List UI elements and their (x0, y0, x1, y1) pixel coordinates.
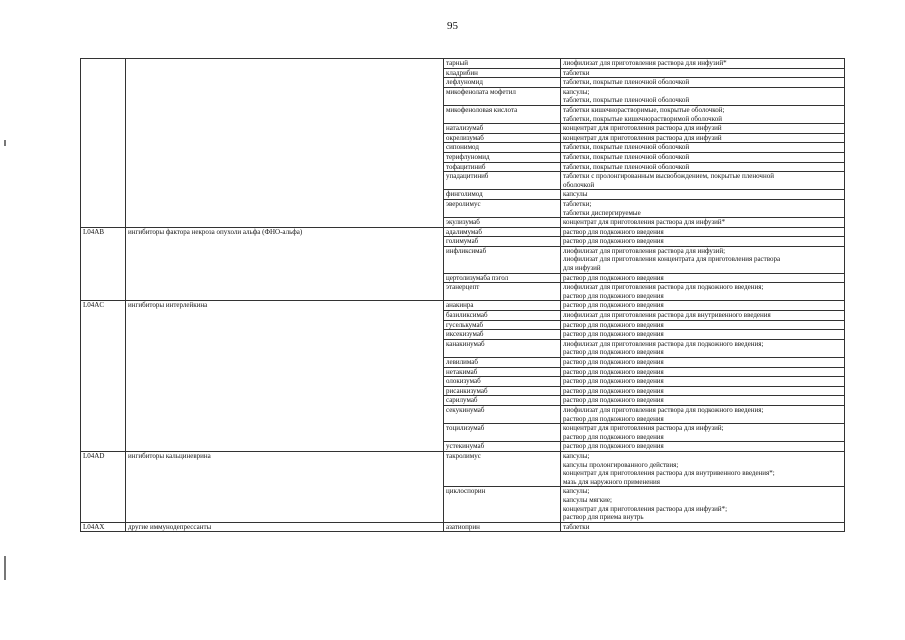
dosage-forms (561, 78, 845, 88)
dosage-form-line: раствор для подкожного введения (563, 291, 664, 300)
dosage-form-line: мазь для наружного применения (563, 477, 661, 486)
table-row (81, 59, 845, 69)
dosage-form-line: таблетки (563, 522, 590, 531)
dosage-form-line: таблетки, покрытые пленочной оболочкой (563, 162, 690, 171)
dosage-forms (561, 320, 845, 330)
dosage-forms (561, 59, 845, 69)
dosage-form-line: для инфузий (563, 264, 601, 273)
dosage-forms (561, 152, 845, 162)
drug-name: левилимаб (444, 358, 561, 368)
atc-code: L04AX (81, 522, 126, 532)
drug-name: устекинумаб (444, 442, 561, 452)
dosage-forms (561, 339, 845, 357)
dosage-forms (561, 487, 845, 522)
dosage-form-line: раствор для подкожного введения (563, 442, 664, 451)
drug-name: азатиоприн (444, 522, 561, 532)
drug-name: терифлуномид (444, 152, 561, 162)
dosage-forms (561, 358, 845, 368)
dosage-forms (561, 162, 845, 172)
dosage-form-line: таблетки кишечнорастворимые, покрытые оболочкой; (563, 105, 725, 114)
dosage-form-line: оболочкой (563, 180, 595, 189)
dosage-forms (561, 133, 845, 143)
table-row (81, 522, 845, 532)
drug-name: лефлуномид (444, 78, 561, 88)
dosage-forms (561, 68, 845, 78)
atc-code: L04AC (81, 301, 126, 452)
drug-name: тарный (444, 59, 561, 69)
dosage-form-line: концентрат для приготовления раствора для инфузий (563, 133, 722, 142)
dosage-forms (561, 273, 845, 283)
drug-name: финголимод (444, 190, 561, 200)
dosage-form-line: капсулы; (563, 451, 590, 460)
table-row (81, 451, 845, 486)
dosage-forms (561, 451, 845, 486)
dosage-forms (561, 87, 845, 105)
drug-name: анакинра (444, 301, 561, 311)
dosage-form-line: таблетки, покрытые пленочной оболочкой (563, 152, 690, 161)
dosage-form-line: раствор для подкожного введения (563, 348, 664, 357)
dosage-form-line: раствор для подкожного введения (563, 227, 664, 236)
dosage-form-line: таблетки, покрытые пленочной оболочкой (563, 143, 690, 152)
dosage-form-line: концентрат для приготовления раствора для инфузий*; (563, 504, 728, 513)
dosage-form-line: таблетки, покрытые пленочной оболочкой (563, 78, 690, 87)
dosage-forms (561, 311, 845, 321)
dosage-forms (561, 396, 845, 406)
dosage-forms (561, 218, 845, 228)
atc-code: L04AB (81, 227, 126, 301)
atc-group-name: другие иммунодепрессанты (126, 522, 444, 532)
margin-mark (4, 140, 6, 146)
dosage-form-line: капсулы пролонгированного действия; (563, 460, 679, 469)
drug-name: экулизумаб (444, 218, 561, 228)
dosage-form-line: раствор для подкожного введения (563, 273, 664, 282)
drug-name: натализумаб (444, 124, 561, 134)
drug-name: эверолимус (444, 199, 561, 217)
drug-table (80, 58, 845, 532)
dosage-form-line: лиофилизат для приготовления раствора для инфузий; (563, 246, 726, 255)
page-number: 95 (447, 20, 458, 32)
dosage-form-line: таблетки; (563, 199, 592, 208)
dosage-form-line: концентрат для приготовления раствора для инфузий (563, 124, 722, 133)
dosage-forms (561, 377, 845, 387)
drug-name: сарилумаб (444, 396, 561, 406)
drug-name: цертолизумаба пэгол (444, 273, 561, 283)
drug-name: микофеноловая кислота (444, 105, 561, 123)
dosage-form-line: раствор для подкожного введения (563, 377, 664, 386)
dosage-form-line: раствор для подкожного введения (563, 301, 664, 310)
dosage-form-line: лиофилизат для приготовления раствора для подкожного введения; (563, 405, 764, 414)
dosage-forms (561, 227, 845, 237)
dosage-form-line: концентрат для приготовления раствора для внутривенного введения*; (563, 469, 775, 478)
drug-name: гуселькумаб (444, 320, 561, 330)
dosage-form-line: лиофилизат для приготовления раствора для внутривенного введения (563, 311, 771, 320)
dosage-form-line: таблетки (563, 68, 590, 77)
dosage-form-line: раствор для приема внутрь (563, 513, 644, 522)
dosage-form-line: капсулы (563, 190, 588, 199)
dosage-form-line: таблетки, покрытые пленочной оболочкой (563, 96, 690, 105)
dosage-form-line: раствор для подкожного введения (563, 320, 664, 329)
margin-mark (4, 556, 6, 580)
dosage-form-line: раствор для подкожного введения (563, 358, 664, 366)
drug-name: упадацитиниб (444, 172, 561, 190)
drug-name: адалимумаб (444, 227, 561, 237)
dosage-forms (561, 246, 845, 273)
dosage-form-line: таблетки, покрытые кишечнорастворимой оболочкой (563, 114, 722, 123)
dosage-form-line: раствор для подкожного введения (563, 432, 664, 441)
dosage-form-line: лиофилизат для приготовления концентрата для приготовления раствора (563, 255, 781, 264)
dosage-forms (561, 199, 845, 217)
drug-name: тофацитиниб (444, 162, 561, 172)
dosage-form-line: раствор для подкожного введения (563, 237, 664, 246)
drug-name: канакинумаб (444, 339, 561, 357)
dosage-form-line: раствор для подкожного введения (563, 396, 664, 405)
table-body (81, 59, 845, 532)
drug-name: инфликсимаб (444, 246, 561, 273)
dosage-forms (561, 405, 845, 423)
atc-group-name: ингибиторы фактора некроза опухоли альфа (ФНО-альфа) (126, 227, 444, 301)
dosage-forms (561, 442, 845, 452)
dosage-form-line: раствор для подкожного введения (563, 367, 664, 376)
dosage-form-line: капсулы мягкие; (563, 495, 612, 504)
dosage-forms (561, 367, 845, 377)
table-row (81, 301, 845, 311)
dosage-forms (561, 330, 845, 340)
dosage-form-line: капсулы; (563, 487, 590, 496)
drug-name: олокизумаб (444, 377, 561, 387)
dosage-form-line: концентрат для приготовления раствора для инфузий; (563, 424, 724, 433)
drug-name: иксекизумаб (444, 330, 561, 340)
dosage-forms (561, 301, 845, 311)
drug-name: тоцилизумаб (444, 424, 561, 442)
drug-name: секукинумаб (444, 405, 561, 423)
dosage-forms (561, 424, 845, 442)
table-row (81, 227, 845, 237)
atc-group-name: ингибиторы интерлейкина (126, 301, 444, 452)
atc-group-name: ингибиторы кальциневрина (126, 451, 444, 522)
dosage-form-line: лиофилизат для приготовления раствора для инфузий* (563, 59, 727, 67)
dosage-forms (561, 124, 845, 134)
dosage-form-line: капсулы; (563, 87, 590, 96)
atc-code (81, 59, 126, 228)
dosage-forms (561, 522, 845, 532)
drug-name: микофенолата мофетил (444, 87, 561, 105)
drug-name: этанерцепт (444, 283, 561, 301)
dosage-forms (561, 143, 845, 153)
dosage-form-line: таблетки с пролонгированным высвобождением, покрытые пленочной (563, 172, 774, 181)
drug-name: кладрибин (444, 68, 561, 78)
dosage-form-line: лиофилизат для приготовления раствора для подкожного введения; (563, 339, 764, 348)
dosage-form-line: концентрат для приготовления раствора для инфузий* (563, 218, 726, 227)
dosage-form-line: раствор для подкожного введения (563, 386, 664, 395)
atc-group-name (126, 59, 444, 228)
drug-name: циклоспорин (444, 487, 561, 522)
drug-name: базиликсимаб (444, 311, 561, 321)
dosage-forms (561, 283, 845, 301)
drug-name: такролимус (444, 451, 561, 486)
drug-name: рисанкизумаб (444, 386, 561, 396)
atc-code: L04AD (81, 451, 126, 522)
dosage-forms (561, 237, 845, 247)
drug-name: нетакимаб (444, 367, 561, 377)
dosage-forms (561, 386, 845, 396)
dosage-form-line: таблетки диспергируемые (563, 208, 641, 217)
dosage-form-line: раствор для подкожного введения (563, 414, 664, 423)
dosage-form-line: раствор для подкожного введения (563, 330, 664, 339)
dosage-forms (561, 105, 845, 123)
dosage-forms (561, 172, 845, 190)
dosage-forms (561, 190, 845, 200)
drug-name: окрелизумаб (444, 133, 561, 143)
drug-name: сипонимод (444, 143, 561, 153)
dosage-form-line: лиофилизат для приготовления раствора для подкожного введения; (563, 283, 764, 292)
drug-name: голимумаб (444, 237, 561, 247)
